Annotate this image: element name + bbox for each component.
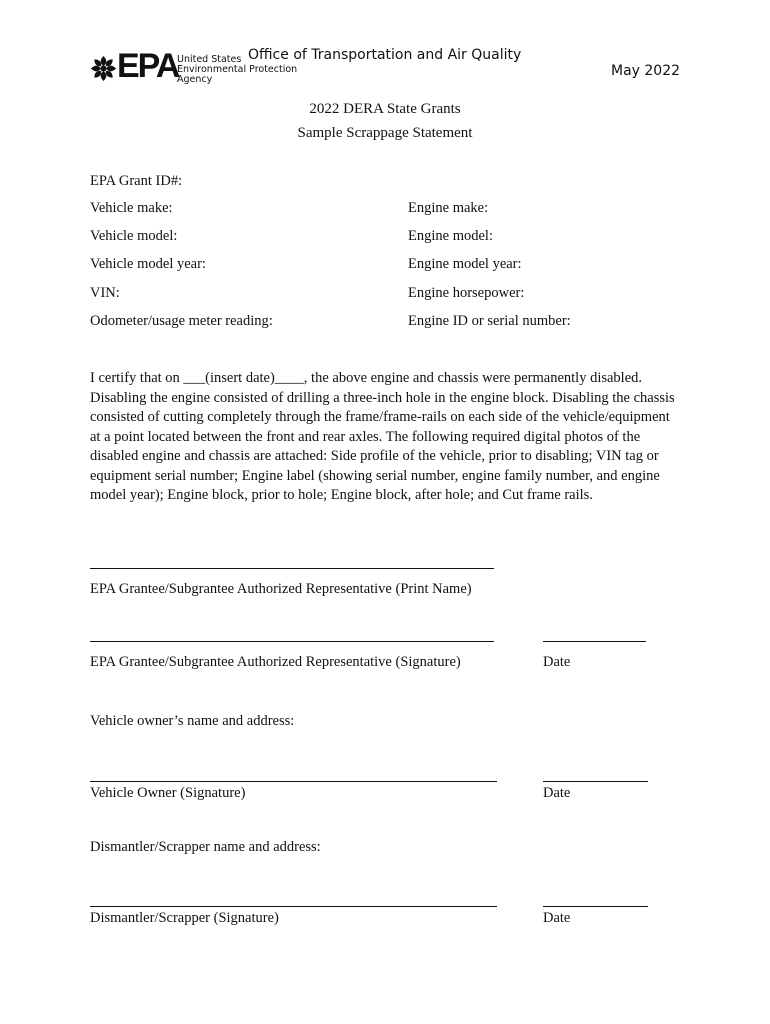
owner-date-line	[543, 781, 648, 782]
epa-logo-letters: EPA	[117, 47, 179, 85]
agency-name-line-1: United States	[177, 54, 242, 65]
dismantler-signature-label: Dismantler/Scrapper (Signature)	[90, 910, 279, 926]
engine-serial-field: Engine ID or serial number:	[408, 313, 571, 329]
dismantler-name-address-label: Dismantler/Scrapper name and address:	[90, 839, 321, 855]
owner-signature-label: Vehicle Owner (Signature)	[90, 785, 246, 801]
representative-signature-label: EPA Grantee/Subgrantee Authorized Representative (Signature)	[90, 654, 461, 670]
representative-date-line	[543, 641, 646, 642]
owner-signature-line	[90, 781, 497, 782]
grant-id-field: EPA Grant ID#:	[90, 173, 183, 189]
dismantler-date-line	[543, 906, 648, 907]
vehicle-make-field: Vehicle make:	[90, 200, 173, 216]
owner-name-address-label: Vehicle owner’s name and address:	[90, 713, 295, 729]
engine-make-field: Engine make:	[408, 200, 489, 216]
agency-name-line-3: Agency	[177, 74, 213, 85]
dismantler-signature-line	[90, 906, 497, 907]
document-title: 2022 DERA State Grants	[309, 101, 461, 117]
agency-name-line-2: Environmental Protection	[177, 64, 298, 75]
certification-statement: I certify that on ___(insert date)____, the above engine and chassis were permanently disabled. Disabling the engine consisted of drilling a three-inch hole in the engine block. Disabling the chassis consisted of cutting completely through the frame/frame-rails on each side of the vehicle/equipment at a point located between the front and rear axles. The following required digital photos of the disabled engine and chassis are attached: Side profile of the vehicle, prior to disabling; VIN tag or equipment serial number; Engine label (showing serial number, engine family number, and engine model year); Engine block, prior to hole; Engine block, after hole; and Cut frame rails.	[90, 370, 675, 503]
document-date: May 2022	[611, 63, 681, 79]
vehicle-model-field: Vehicle model:	[90, 228, 178, 244]
odometer-field: Odometer/usage meter reading:	[90, 313, 273, 329]
office-name: Office of Transportation and Air Quality	[248, 47, 522, 63]
epa-flower-emblem-icon	[90, 55, 117, 82]
vehicle-model-year-field: Vehicle model year:	[90, 256, 206, 272]
document-subtitle: Sample Scrappage Statement	[297, 125, 473, 141]
representative-date-label: Date	[543, 654, 571, 670]
engine-horsepower-field: Engine horsepower:	[408, 285, 525, 301]
engine-model-field: Engine model:	[408, 228, 493, 244]
representative-signature-line	[90, 641, 494, 642]
print-name-label: EPA Grantee/Subgrantee Authorized Representative (Print Name)	[90, 581, 472, 597]
dismantler-date-label: Date	[543, 910, 571, 926]
vin-field: VIN:	[90, 285, 120, 301]
print-name-line	[90, 568, 494, 569]
owner-date-label: Date	[543, 785, 571, 801]
engine-model-year-field: Engine model year:	[408, 256, 522, 272]
